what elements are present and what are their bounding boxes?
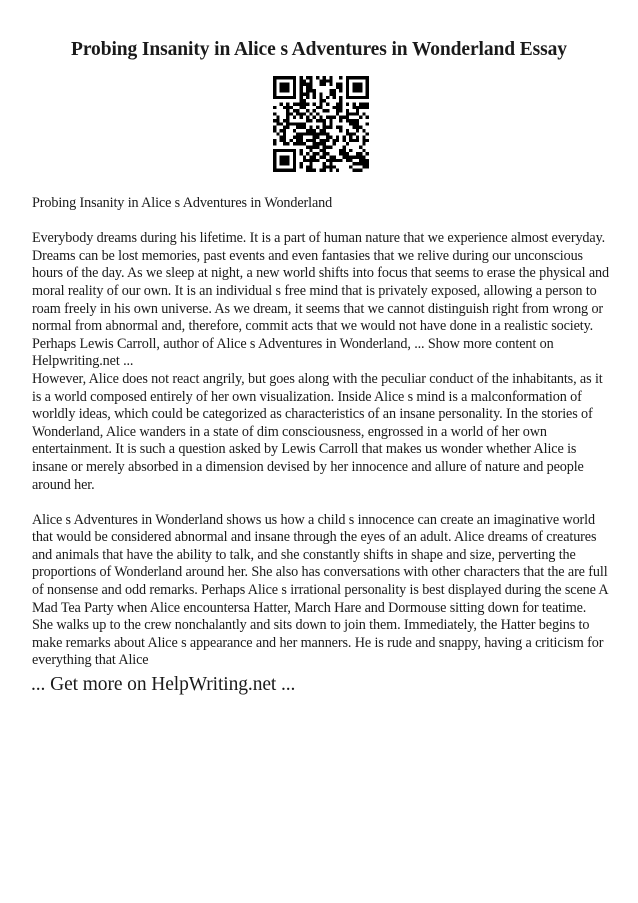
paragraph-2: However, Alice does not react angrily, but goes along with the peculiar conduct of the inhabitants, as it is a world composed entirely of her own visualization. Inside Alice s mind is a malconformation of worldly ideas, which could be categorized as characteristics of an insane personality. In the stories of Wonderland, Alice wanders in a state of dim consciousness, engrossed in a world of her own entertainment. It is such a question asked by Lewis Carroll that makes us wonder whether Alice is insane or merely absorbed in a dimension devised by her innocence and allure of nature and people around her. bbox=[32, 370, 603, 493]
paragraph-1: Everybody dreams during his lifetime. It is a part of human nature that we experience almost everyday. Dreams can be lost memories, past events and even fantasies that we relive during our unconscious hours of the day. As we sleep at night, a new world shifts into focus that seems to erase the physical and moral reality of our own. It is an individual s free mind that is privately exposed, allowing a person to roam freely in his own universe. As we dream, it seems that we cannot distinguish right from wrong or normal from abnormal and, therefore, commit acts that we would not have done in a realistic society. Perhaps Lewis Carroll, author of Alice s Adventures in Wonderland, ... Show more content on Helpwriting.net ... bbox=[32, 230, 609, 370]
essay-subtitle: Probing Insanity in Alice s Adventures in Wonderland bbox=[32, 195, 333, 211]
paragraph-3: Alice s Adventures in Wonderland shows us how a child s innocence can create an imaginative world that would be considered abnormal and insane through the eyes of an adult. Alice dreams of creatures and animals that have the ability to talk, and she constantly shifts in shape and size, perverting the proportions of Wonderland around her. She also has conversations with other characters that the are full of nonsense and odd remarks. Perhaps Alice s irrational personality is best displayed during the scene A Mad Tea Party when Alice encountersa Hatter, March Hare and Dormouse sitting down for teatime. She walks up to the crew nonchalantly and sits down to join them. Immediately, the Hatter begins to make remarks about Alice s appearance and her manners. He is rude and snappy, having a criticism for everything that Alice bbox=[32, 511, 608, 669]
get-more-link[interactable]: ... Get more on HelpWriting.net ... bbox=[31, 674, 296, 695]
essay-body bbox=[32, 195, 610, 670]
qr-code-icon bbox=[273, 76, 369, 172]
page-title: Probing Insanity in Alice s Adventures in Wonderland Essay bbox=[71, 39, 567, 60]
